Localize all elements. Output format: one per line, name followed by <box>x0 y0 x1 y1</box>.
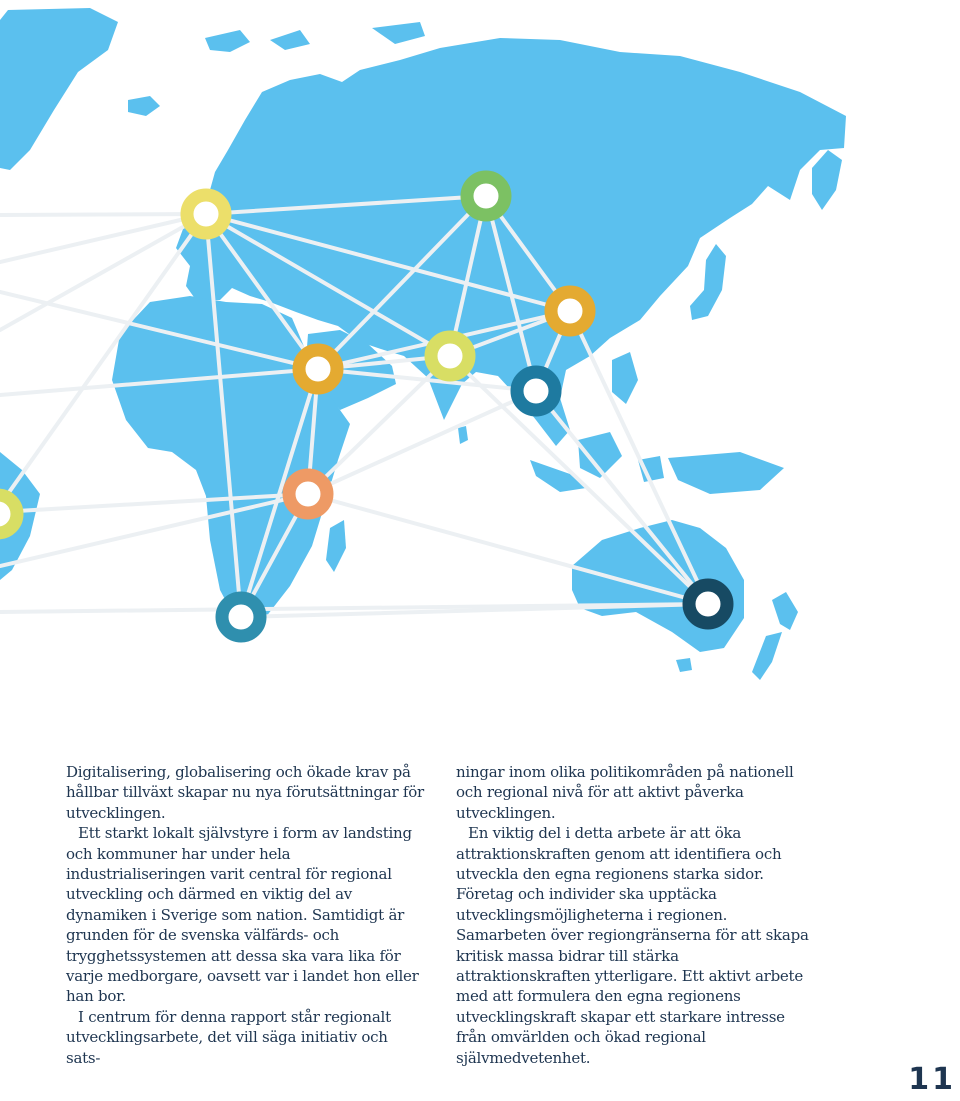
text-column-right <box>456 762 814 1068</box>
text-column-left <box>66 762 424 1068</box>
sri-lanka <box>458 426 468 444</box>
paragraph: I centrum för denna rapport står regionalt utvecklingsarbete, det vill säga initiativ och sats- <box>66 1007 391 1067</box>
new-zealand <box>752 592 798 680</box>
node-south-america <box>0 495 17 533</box>
paragraph: Ett starkt lokalt självstyre i form av landsting och kommuner har under hela industrialiseringen varit central för regional utveckling och därmed en viktig del av dynamiken i Sverige som nation. Samtidigt är grunden för de svenska välfärds- och trygghetssystemen att dessa ska vara lika för varje medborgare, oavsett var i landet hon eller han bor. <box>66 824 419 1006</box>
node-middle-east <box>299 350 337 388</box>
arctic-islands <box>205 22 425 52</box>
node-southeast-asia <box>517 372 555 410</box>
node-central-asia <box>467 177 505 215</box>
page-number: 11 <box>908 1062 956 1097</box>
tasmania <box>676 658 692 672</box>
paragraph: ningar inom olika politikområden på nationell och regional nivå för att aktivt påverka utvecklingen. <box>456 763 794 822</box>
node-east-asia <box>551 292 589 330</box>
node-india <box>431 337 469 375</box>
kamchatka <box>812 150 842 210</box>
iceland <box>128 96 160 116</box>
node-southern-africa <box>222 598 260 636</box>
japan <box>690 244 726 320</box>
paragraph: Digitalisering, globalisering och ökade krav på hållbar tillväxt skapar nu nya förutsättningar för utvecklingen. <box>66 763 424 822</box>
node-australia <box>689 585 727 623</box>
paragraph: En viktig del i detta arbete är att öka attraktionskraften genom att identifiera och utveckla den egna regionens starka sidor. Företag och individer ska upptäcka utvecklingsmöjligheterna i regionen. Samarbeten över regiongränserna för att skapa kritisk massa bidrar till stärka attraktionskraften ytterligare. Ett aktivt arbete med att formulera den egna regionens utvecklingskraft skapar ett starkare intresse från omvärlden och ökad regional självmedvetenhet. <box>456 824 809 1067</box>
madagascar <box>326 520 346 572</box>
southeast-asia-islands <box>530 352 784 494</box>
node-east-africa <box>289 475 327 513</box>
greenland <box>0 8 118 170</box>
node-europe <box>187 195 225 233</box>
